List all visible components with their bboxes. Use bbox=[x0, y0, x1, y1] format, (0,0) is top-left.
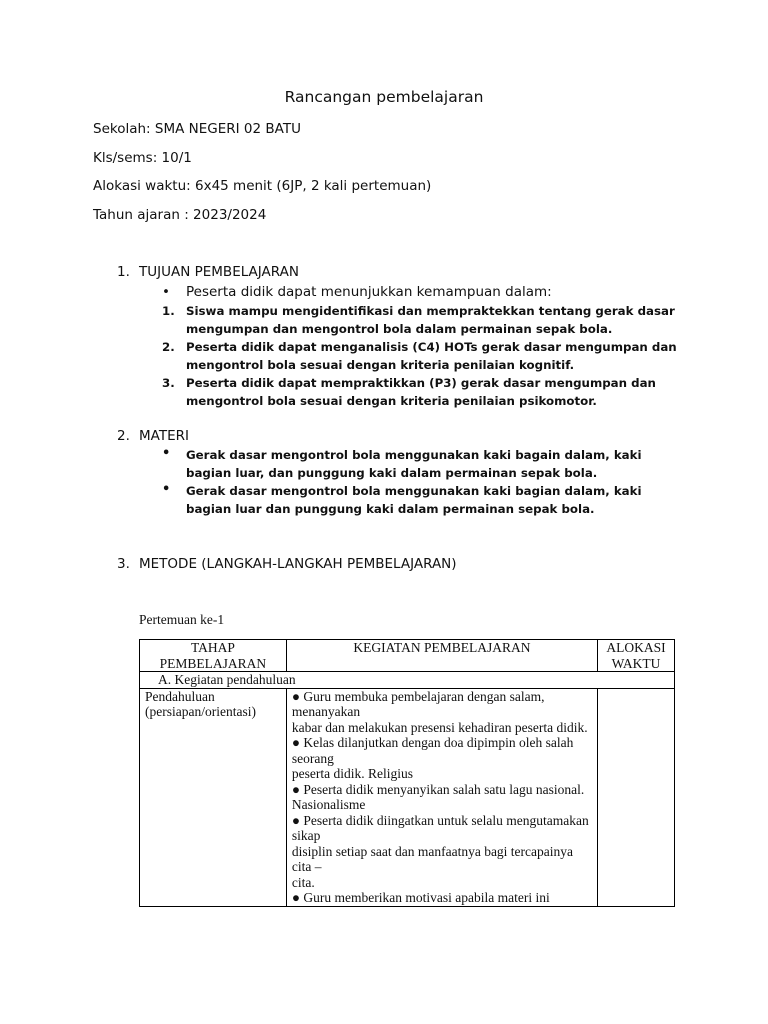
table-row bbox=[140, 688, 675, 906]
list-item: 2. Peserta didik dapat menganalisis (C4) HOTs gerak dasar mengumpan dan mengontrol bola sesuai dengan kriteria penilaian kognitif. bbox=[162, 340, 677, 372]
list-item: • Gerak dasar mengontrol bola menggunakan kaki bagain dalam, kaki bagian luar, dan punggung kaki dalam permainan sepak bola. bbox=[162, 446, 642, 480]
class-semester-line: Kls/sems: 10/1 bbox=[93, 150, 192, 166]
section-title: MATERI bbox=[139, 428, 189, 444]
section-number: 3. bbox=[117, 556, 130, 572]
objectives-intro-text: Peserta didik dapat menunjukkan kemampuan dalam: bbox=[186, 284, 552, 300]
header-stage: TAHAP PEMBELAJARAN bbox=[140, 640, 287, 672]
objectives-intro bbox=[162, 284, 552, 300]
lesson-plan-table bbox=[139, 639, 675, 907]
objectives-list bbox=[162, 302, 682, 410]
section-number: 2. bbox=[117, 428, 130, 444]
material-list bbox=[162, 446, 682, 518]
table-subheading-row bbox=[140, 672, 675, 689]
stage-cell: Pendahuluan (persiapan/orientasi) bbox=[140, 688, 287, 906]
bullet-icon: • bbox=[162, 284, 170, 300]
section-title: METODE (LANGKAH-LANGKAH PEMBELAJARAN) bbox=[139, 556, 457, 572]
header-time: ALOKASI WAKTU bbox=[598, 640, 675, 672]
subheading-opening: A. Kegiatan pendahuluan bbox=[140, 672, 675, 689]
list-item: 1. Siswa mampu mengidentifikasi dan mempraktekkan tentang gerak dasar mengumpan dan mengontrol bola dalam permainan sepak bola. bbox=[162, 304, 675, 336]
section-method-heading bbox=[117, 556, 457, 572]
meeting-label: Pertemuan ke-1 bbox=[139, 612, 225, 627]
header-activities: KEGIATAN PEMBELAJARAN bbox=[286, 640, 597, 672]
bullet-icon: • bbox=[162, 482, 171, 497]
bullet-icon: • bbox=[162, 446, 171, 461]
list-item: • Gerak dasar mengontrol bola menggunakan kaki bagian dalam, kaki bagian luar dan punggung kaki dalam permainan sepak bola. bbox=[162, 482, 642, 516]
section-material-heading bbox=[117, 428, 189, 444]
time-cell bbox=[598, 688, 675, 906]
list-item: 3. Peserta didik dapat mempraktikkan (P3) gerak dasar mengumpan dan mengontrol bola sesuai dengan kriteria penilaian psikomotor. bbox=[162, 376, 656, 408]
document-title: Rancangan pembelajaran bbox=[284, 88, 484, 106]
section-objectives-heading bbox=[117, 264, 299, 280]
time-allocation-line: Alokasi waktu: 6x45 menit (6JP, 2 kali pertemuan) bbox=[93, 178, 432, 194]
school-line: Sekolah: SMA NEGERI 02 BATU bbox=[93, 121, 301, 137]
section-number: 1. bbox=[117, 264, 130, 280]
table-header-row bbox=[140, 640, 675, 672]
section-title: TUJUAN PEMBELAJARAN bbox=[139, 264, 299, 280]
activities-cell: ● Guru membuka pembelajaran dengan salam, menanyakan kabar dan melakukan presensi kehadiran peserta didik. ● Kelas dilanjutkan dengan doa dipimpin oleh salah seorang peserta didik. Religius ● Peserta didik menyanyikan salah satu lagu nasional. Nasionalisme ● Peserta didik diingatkan untuk selalu mengutamakan sikap disiplin setiap saat dan manfaatnya bagi tercapainya cita – cita. ● Guru memberikan motivasi apabila materi ini bbox=[286, 688, 597, 906]
academic-year-line: Tahun ajaran : 2023/2024 bbox=[93, 207, 267, 223]
